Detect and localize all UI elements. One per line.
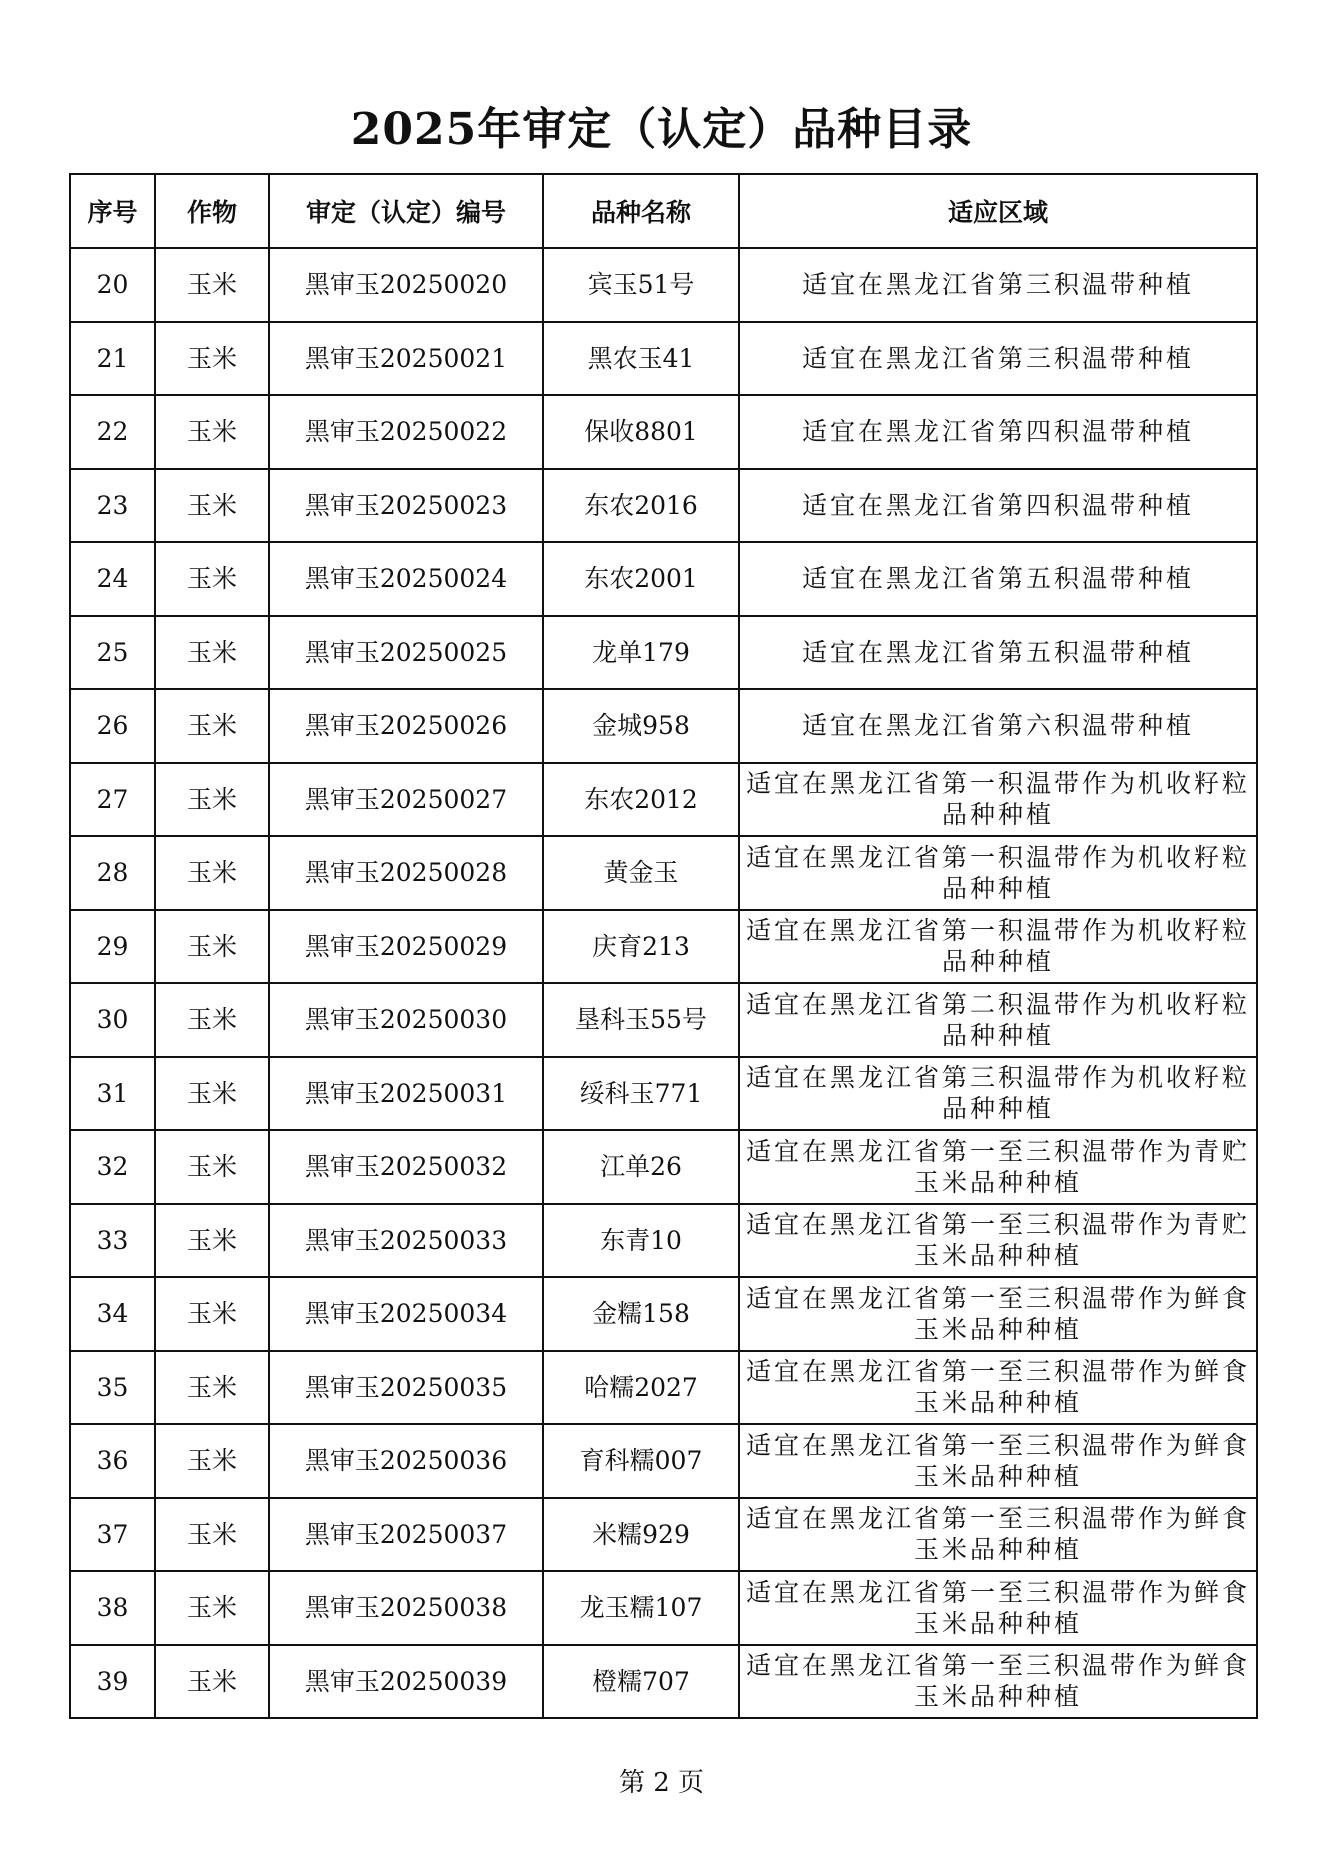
cell-crop: 玉米	[155, 983, 269, 1057]
cell-code: 黑审玉20250039	[269, 1645, 543, 1719]
cell-region: 适宜在黑龙江省第一至三积温带作为鲜食玉米品种种植	[739, 1351, 1257, 1425]
column-header-crop: 作物	[155, 174, 269, 248]
cell-region: 适宜在黑龙江省第一积温带作为机收籽粒品种种植	[739, 836, 1257, 910]
cell-code: 黑审玉20250032	[269, 1130, 543, 1204]
cell-index: 28	[70, 836, 155, 910]
table-row	[70, 248, 1257, 322]
cell-crop: 玉米	[155, 1571, 269, 1645]
cell-index: 37	[70, 1498, 155, 1572]
column-header-region: 适应区域	[739, 174, 1257, 248]
cell-crop: 玉米	[155, 689, 269, 763]
cell-variety: 东农2012	[543, 763, 739, 837]
table-row	[70, 1130, 1257, 1204]
cell-crop: 玉米	[155, 248, 269, 322]
cell-variety: 龙玉糯107	[543, 1571, 739, 1645]
cell-variety: 黄金玉	[543, 836, 739, 910]
cell-crop: 玉米	[155, 395, 269, 469]
cell-crop: 玉米	[155, 836, 269, 910]
variety-catalog-table	[69, 173, 1258, 1719]
cell-code: 黑审玉20250026	[269, 689, 543, 763]
cell-code: 黑审玉20250020	[269, 248, 543, 322]
cell-index: 32	[70, 1130, 155, 1204]
cell-code: 黑审玉20250038	[269, 1571, 543, 1645]
cell-variety: 绥科玉771	[543, 1057, 739, 1131]
cell-code: 黑审玉20250024	[269, 542, 543, 616]
cell-variety: 东农2016	[543, 469, 739, 543]
cell-index: 34	[70, 1277, 155, 1351]
table-row	[70, 1277, 1257, 1351]
cell-variety: 垦科玉55号	[543, 983, 739, 1057]
cell-code: 黑审玉20250033	[269, 1204, 543, 1278]
cell-index: 36	[70, 1424, 155, 1498]
cell-region: 适宜在黑龙江省第六积温带种植	[739, 689, 1257, 763]
cell-region: 适宜在黑龙江省第一至三积温带作为青贮玉米品种种植	[739, 1130, 1257, 1204]
cell-code: 黑审玉20250023	[269, 469, 543, 543]
cell-index: 26	[70, 689, 155, 763]
cell-code: 黑审玉20250021	[269, 322, 543, 396]
cell-index: 24	[70, 542, 155, 616]
cell-variety: 黑农玉41	[543, 322, 739, 396]
cell-code: 黑审玉20250022	[269, 395, 543, 469]
cell-region: 适宜在黑龙江省第一积温带作为机收籽粒品种种植	[739, 763, 1257, 837]
cell-crop: 玉米	[155, 1498, 269, 1572]
cell-region: 适宜在黑龙江省第五积温带种植	[739, 542, 1257, 616]
cell-crop: 玉米	[155, 322, 269, 396]
cell-index: 21	[70, 322, 155, 396]
page-title: 2025年审定（认定）品种目录	[350, 104, 973, 155]
cell-index: 23	[70, 469, 155, 543]
cell-crop: 玉米	[155, 1057, 269, 1131]
cell-variety: 保收8801	[543, 395, 739, 469]
cell-variety: 橙糯707	[543, 1645, 739, 1719]
cell-region: 适宜在黑龙江省第四积温带种植	[739, 469, 1257, 543]
table-row	[70, 616, 1257, 690]
cell-variety: 宾玉51号	[543, 248, 739, 322]
cell-code: 黑审玉20250030	[269, 983, 543, 1057]
cell-code: 黑审玉20250025	[269, 616, 543, 690]
cell-region: 适宜在黑龙江省第三积温带种植	[739, 322, 1257, 396]
cell-code: 黑审玉20250029	[269, 910, 543, 984]
cell-crop: 玉米	[155, 1130, 269, 1204]
cell-region: 适宜在黑龙江省第一至三积温带作为鲜食玉米品种种植	[739, 1498, 1257, 1572]
table-row	[70, 542, 1257, 616]
cell-index: 25	[70, 616, 155, 690]
table-row	[70, 983, 1257, 1057]
column-header-index: 序号	[70, 174, 155, 248]
cell-variety: 庆育213	[543, 910, 739, 984]
cell-code: 黑审玉20250037	[269, 1498, 543, 1572]
column-header-code: 审定（认定）编号	[269, 174, 543, 248]
table-row	[70, 395, 1257, 469]
cell-index: 29	[70, 910, 155, 984]
cell-crop: 玉米	[155, 1645, 269, 1719]
cell-variety: 江单26	[543, 1130, 739, 1204]
cell-region: 适宜在黑龙江省第一至三积温带作为鲜食玉米品种种植	[739, 1571, 1257, 1645]
cell-code: 黑审玉20250034	[269, 1277, 543, 1351]
cell-index: 35	[70, 1351, 155, 1425]
cell-index: 22	[70, 395, 155, 469]
table-row	[70, 836, 1257, 910]
cell-crop: 玉米	[155, 469, 269, 543]
cell-index: 30	[70, 983, 155, 1057]
table-row	[70, 910, 1257, 984]
cell-region: 适宜在黑龙江省第二积温带作为机收籽粒品种种植	[739, 983, 1257, 1057]
cell-crop: 玉米	[155, 763, 269, 837]
page-number: 第 2 页	[618, 1768, 705, 1798]
table-row	[70, 1424, 1257, 1498]
cell-region: 适宜在黑龙江省第五积温带种植	[739, 616, 1257, 690]
table-row	[70, 689, 1257, 763]
cell-code: 黑审玉20250035	[269, 1351, 543, 1425]
cell-variety: 育科糯007	[543, 1424, 739, 1498]
cell-crop: 玉米	[155, 1204, 269, 1278]
cell-region: 适宜在黑龙江省第一积温带作为机收籽粒品种种植	[739, 910, 1257, 984]
column-header-variety: 品种名称	[543, 174, 739, 248]
table-row	[70, 469, 1257, 543]
table-header-row	[70, 174, 1257, 248]
cell-variety: 金城958	[543, 689, 739, 763]
table-row	[70, 1498, 1257, 1572]
cell-crop: 玉米	[155, 910, 269, 984]
cell-region: 适宜在黑龙江省第一至三积温带作为青贮玉米品种种植	[739, 1204, 1257, 1278]
cell-index: 27	[70, 763, 155, 837]
cell-crop: 玉米	[155, 542, 269, 616]
cell-variety: 东农2001	[543, 542, 739, 616]
table-body	[70, 248, 1257, 1718]
cell-code: 黑审玉20250031	[269, 1057, 543, 1131]
cell-index: 33	[70, 1204, 155, 1278]
cell-crop: 玉米	[155, 1424, 269, 1498]
table-row	[70, 1204, 1257, 1278]
cell-code: 黑审玉20250036	[269, 1424, 543, 1498]
cell-region: 适宜在黑龙江省第一至三积温带作为鲜食玉米品种种植	[739, 1645, 1257, 1719]
cell-index: 38	[70, 1571, 155, 1645]
cell-index: 31	[70, 1057, 155, 1131]
cell-region: 适宜在黑龙江省第三积温带种植	[739, 248, 1257, 322]
cell-variety: 米糯929	[543, 1498, 739, 1572]
table-row	[70, 763, 1257, 837]
cell-region: 适宜在黑龙江省第一至三积温带作为鲜食玉米品种种植	[739, 1424, 1257, 1498]
table-row	[70, 1057, 1257, 1131]
cell-region: 适宜在黑龙江省第四积温带种植	[739, 395, 1257, 469]
cell-index: 20	[70, 248, 155, 322]
cell-region: 适宜在黑龙江省第三积温带作为机收籽粒品种种植	[739, 1057, 1257, 1131]
cell-variety: 哈糯2027	[543, 1351, 739, 1425]
table-row	[70, 322, 1257, 396]
cell-region: 适宜在黑龙江省第一至三积温带作为鲜食玉米品种种植	[739, 1277, 1257, 1351]
cell-variety: 东青10	[543, 1204, 739, 1278]
cell-crop: 玉米	[155, 1277, 269, 1351]
cell-crop: 玉米	[155, 1351, 269, 1425]
table-row	[70, 1351, 1257, 1425]
cell-code: 黑审玉20250027	[269, 763, 543, 837]
cell-variety: 龙单179	[543, 616, 739, 690]
cell-index: 39	[70, 1645, 155, 1719]
cell-variety: 金糯158	[543, 1277, 739, 1351]
table-row	[70, 1571, 1257, 1645]
cell-code: 黑审玉20250028	[269, 836, 543, 910]
table-row	[70, 1645, 1257, 1719]
cell-crop: 玉米	[155, 616, 269, 690]
